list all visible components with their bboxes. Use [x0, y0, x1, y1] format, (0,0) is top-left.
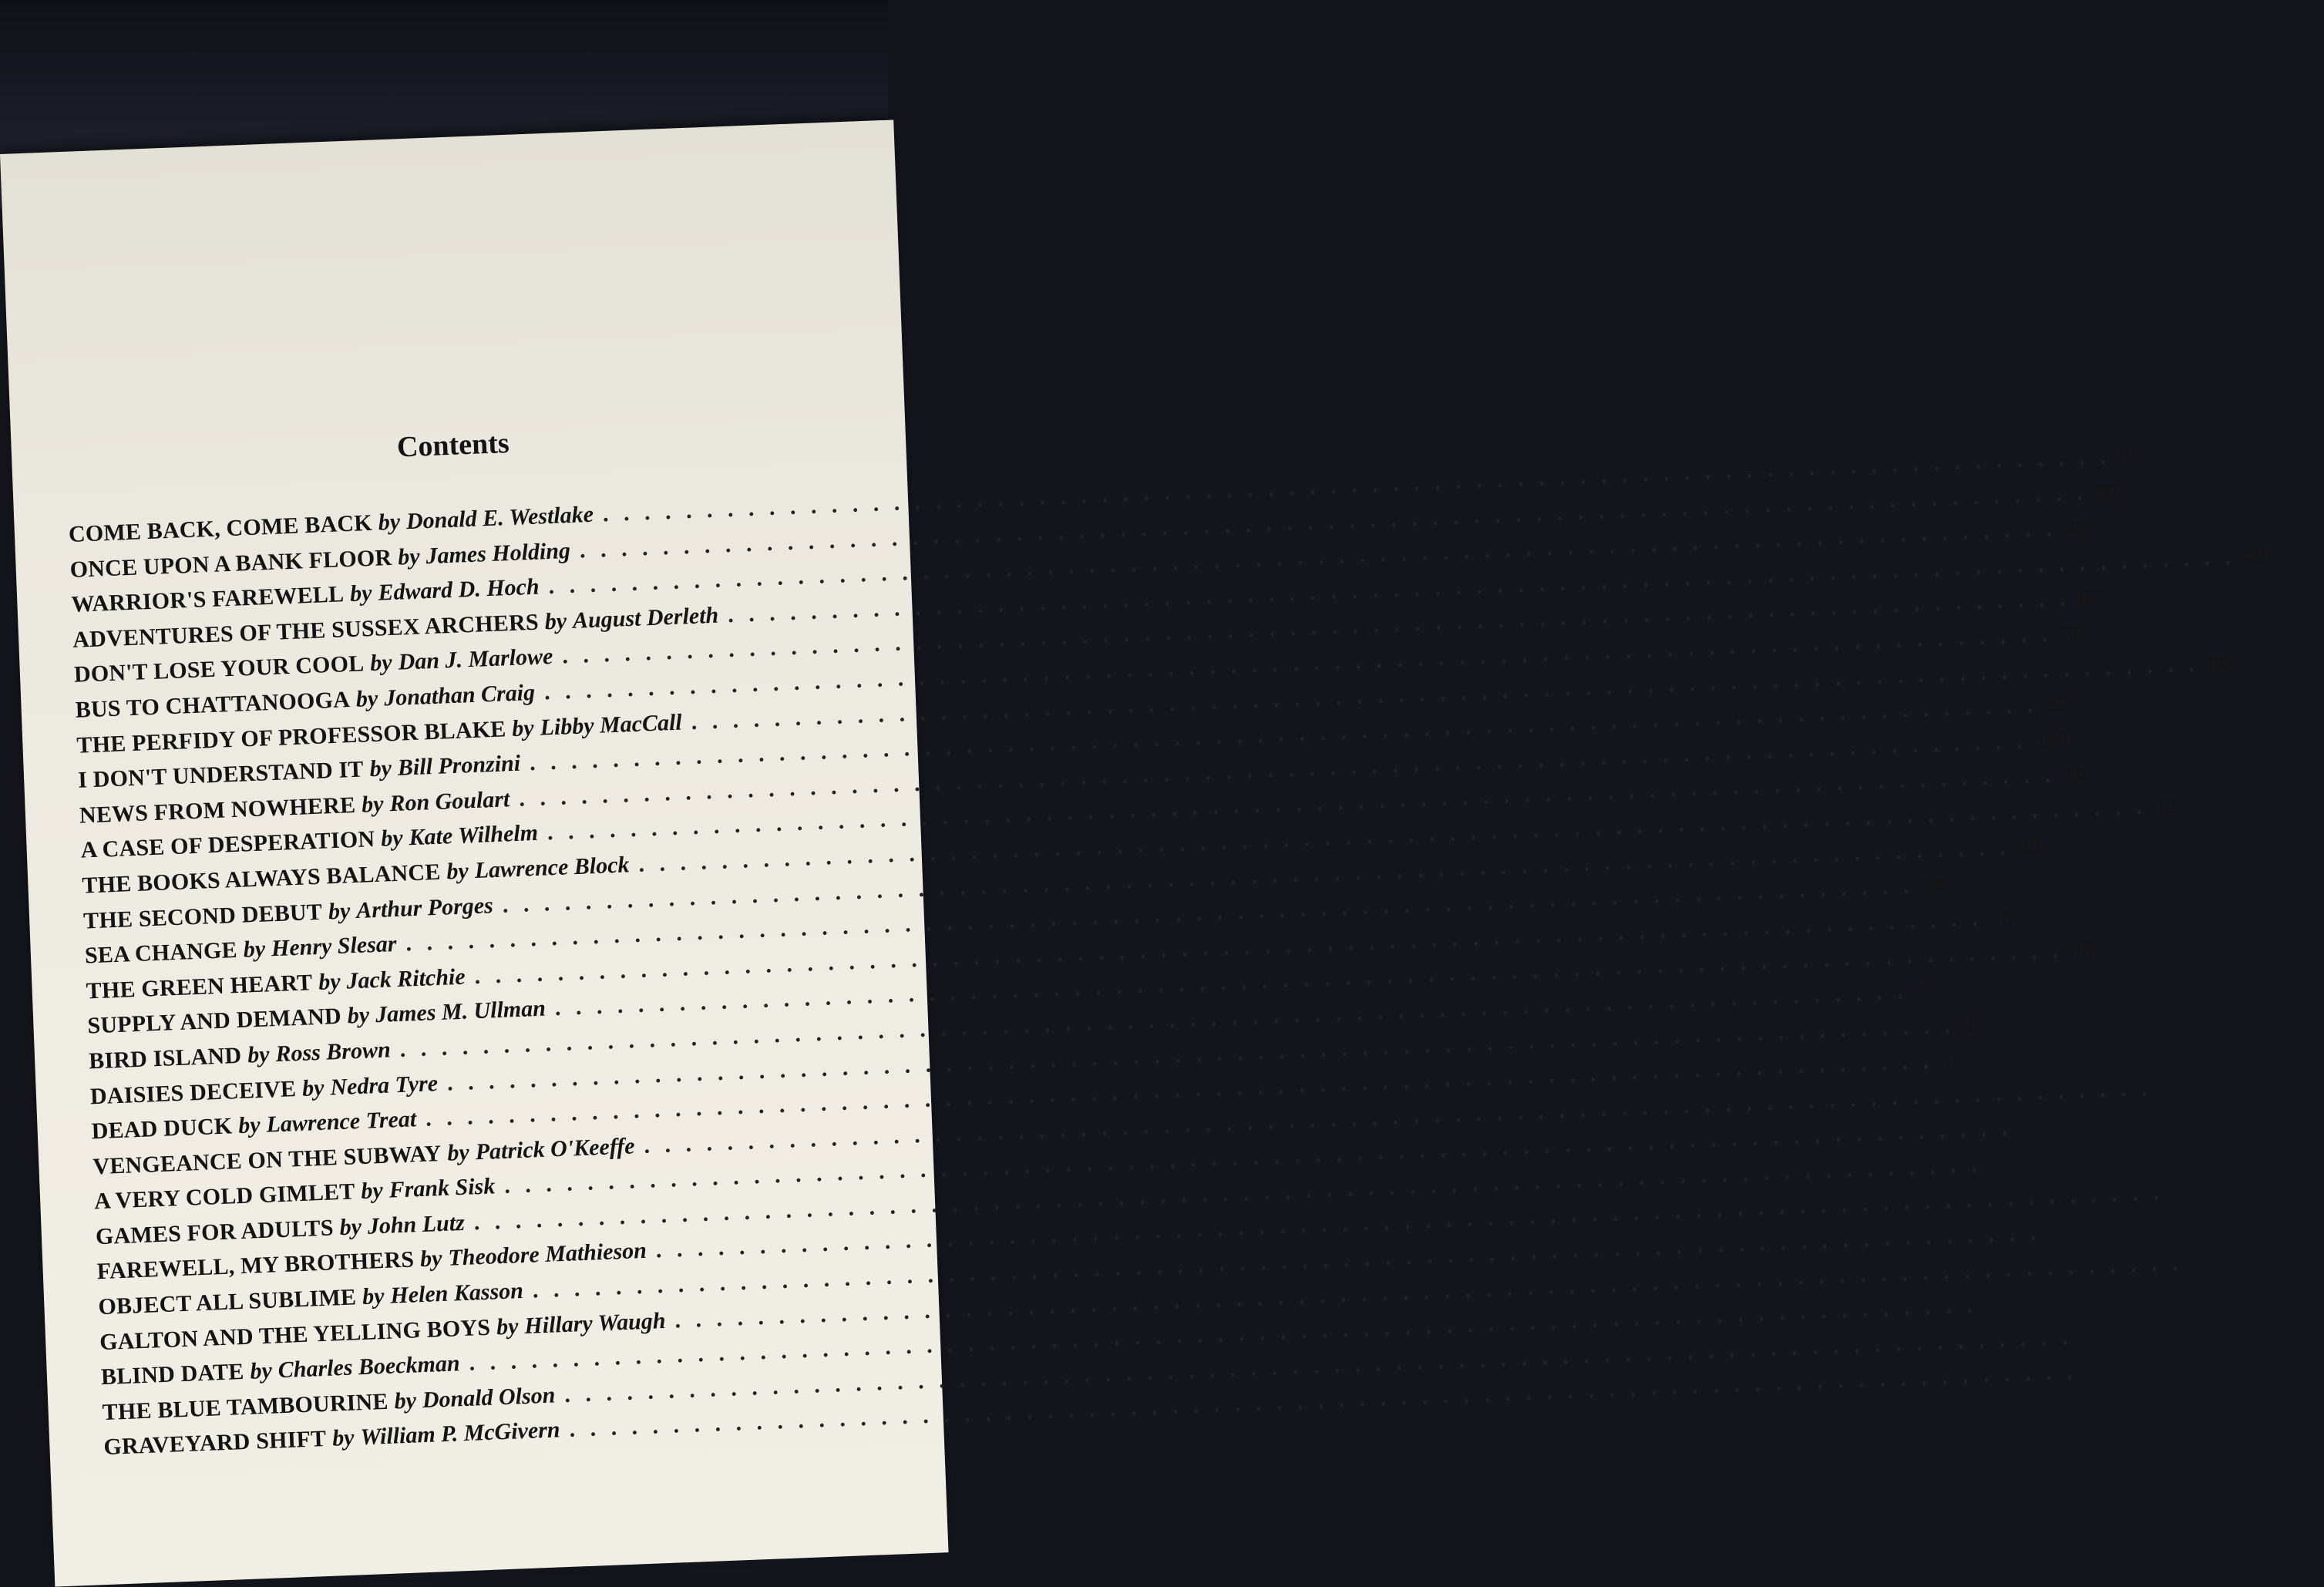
story-author: Bill Pronzini — [397, 750, 521, 781]
story-author: John Lutz — [367, 1209, 466, 1239]
story-author: Nedra Tyre — [329, 1070, 439, 1100]
story-author: Ross Brown — [274, 1037, 392, 1068]
by-label: by — [318, 968, 341, 995]
by-label: by — [369, 755, 392, 782]
story-title: WARRIOR'S FAREWELL — [70, 581, 345, 618]
by-label: by — [544, 608, 567, 635]
story-author: Patrick O'Keeffe — [475, 1133, 636, 1165]
by-label: by — [380, 825, 404, 852]
by-label: by — [360, 1178, 384, 1205]
story-author: Lawrence Block — [474, 852, 631, 883]
page-number: 80 — [2208, 651, 2231, 677]
story-title: DEAD DUCK — [91, 1113, 233, 1145]
page-number: 49 — [2244, 544, 2267, 570]
page-number — [2087, 1377, 2130, 1379]
by-label: by — [338, 1213, 362, 1240]
story-author: Donald Olson — [422, 1382, 556, 1413]
page-number: 15 — [1991, 906, 2014, 931]
story-title: THE BOOKS ALWAYS BALANCE — [81, 859, 442, 899]
by-label: by — [328, 897, 351, 924]
story-author: Donald E. Westlake — [405, 501, 594, 535]
by-label: by — [362, 1283, 385, 1310]
story-author: Libby MacCall — [539, 709, 683, 741]
by-label: by — [237, 1112, 261, 1139]
story-author: Ron Goulart — [388, 785, 510, 816]
page-number — [2022, 1133, 2065, 1135]
story-title: DON'T LOSE YOUR COOL — [73, 651, 365, 688]
story-author: Helen Kasson — [389, 1278, 524, 1309]
page-title: Contents — [396, 426, 510, 464]
page-number: 16 — [2071, 937, 2094, 963]
story-title: GRAVEYARD SHIFT — [103, 1426, 327, 1461]
story-title: VENGEANCE ON THE SUBWAY — [92, 1140, 442, 1180]
by-label: by — [355, 685, 378, 712]
page-number: 10 — [2063, 762, 2087, 788]
by-label: by — [349, 580, 373, 607]
story-title: THE GREEN HEART — [86, 969, 313, 1004]
story-author: Theodore Mathieson — [447, 1238, 647, 1272]
story-title: FAREWELL, MY BROTHERS — [96, 1246, 415, 1285]
by-label: by — [419, 1246, 443, 1273]
page-number: 1 — [1916, 979, 1929, 1004]
by-label: by — [347, 1002, 370, 1029]
by-label: by — [397, 543, 421, 570]
story-author: Henry Slesar — [271, 931, 398, 962]
by-label: by — [369, 650, 393, 677]
story-author: William P. McGivern — [359, 1417, 561, 1451]
story-author: Arthur Porges — [355, 892, 494, 923]
by-label: by — [331, 1425, 355, 1452]
page-number — [2192, 1267, 2235, 1269]
story-title: A CASE OF DESPERATION — [80, 826, 375, 863]
story-title: GALTON AND THE YELLING BOYS — [99, 1314, 491, 1355]
story-author: Kate Wilhelm — [408, 820, 539, 851]
page-number: 9 — [2119, 444, 2131, 469]
story-author: Dan J. Marlowe — [397, 644, 553, 676]
page-number: 12 — [2154, 794, 2178, 819]
page-number: 1 — [1942, 1048, 1954, 1074]
story-title: OBJECT ALL SUBLIME — [97, 1284, 357, 1320]
story-title: COME BACK, COME BACK — [68, 509, 373, 547]
story-title: BLIND DATE — [100, 1359, 245, 1390]
page-number — [1986, 1310, 2030, 1312]
story-title: BIRD ISLAND — [88, 1042, 242, 1074]
by-label: by — [249, 1357, 273, 1384]
by-label: by — [361, 791, 385, 818]
story-author: August Derleth — [572, 602, 719, 634]
story-title: GAMES FOR ADULTS — [95, 1215, 335, 1250]
story-author: Jonathan Craig — [383, 679, 536, 711]
by-label: by — [301, 1074, 325, 1101]
page-number: 92 — [2046, 692, 2069, 718]
story-title: ADVENTURES OF THE SUSSEX ARCHERS — [72, 609, 540, 653]
page-number — [1991, 1170, 2034, 1172]
story-author: Frank Sisk — [388, 1173, 496, 1203]
story-title: NEWS FROM NOWHERE — [79, 792, 356, 829]
story-author: Edward D. Hoch — [377, 573, 540, 606]
by-label: by — [446, 858, 469, 885]
page-number — [2082, 1342, 2125, 1343]
page-number: 100 — [2035, 728, 2069, 753]
story-author: Jack Ritchie — [345, 963, 466, 994]
page-number: 14 — [1922, 873, 1946, 899]
page-number — [2173, 1198, 2216, 1199]
by-label: by — [243, 936, 266, 963]
by-label: by — [247, 1041, 271, 1068]
story-author: Charles Boeckman — [277, 1350, 461, 1384]
story-author: Hillary Waugh — [523, 1307, 667, 1339]
story-title: THE SECOND DEBUT — [82, 899, 323, 934]
story-title: SEA CHANGE — [84, 937, 238, 969]
page-number — [2050, 1238, 2093, 1239]
by-label: by — [446, 1139, 470, 1166]
page-number: 32 — [2096, 479, 2119, 505]
story-author: Lawrence Treat — [265, 1106, 417, 1138]
story-title: SUPPLY AND DEMAND — [86, 1004, 342, 1039]
story-title: A VERY COLD GIMLET — [93, 1178, 356, 1215]
by-label: by — [511, 714, 535, 741]
page-number — [2161, 1093, 2205, 1094]
story-title: DAISIES DECEIVE — [89, 1075, 297, 1109]
story-title: THE PERFIDY OF PROFESSOR BLAKE — [76, 715, 506, 758]
book-page — [0, 119, 2267, 1586]
page-number: 67 — [2078, 586, 2101, 611]
story-author: James Holding — [425, 537, 571, 569]
story-title: THE BLUE TAMBOURINE — [102, 1388, 389, 1425]
story-title: I DON'T UNDERSTAND IT — [77, 756, 365, 793]
by-label: by — [393, 1387, 417, 1414]
story-title: ONCE UPON A BANK FLOOR — [69, 544, 392, 583]
by-label: by — [496, 1313, 520, 1340]
by-label: by — [378, 509, 401, 536]
story-author: James M. Ullman — [375, 995, 547, 1028]
page-number: 70 — [2060, 621, 2084, 647]
page-number: 1 — [1963, 1012, 1976, 1037]
page-number: 42 — [2065, 516, 2088, 541]
page-number: 13 — [2019, 834, 2042, 859]
story-title: BUS TO CHATTANOOGA — [75, 687, 351, 723]
